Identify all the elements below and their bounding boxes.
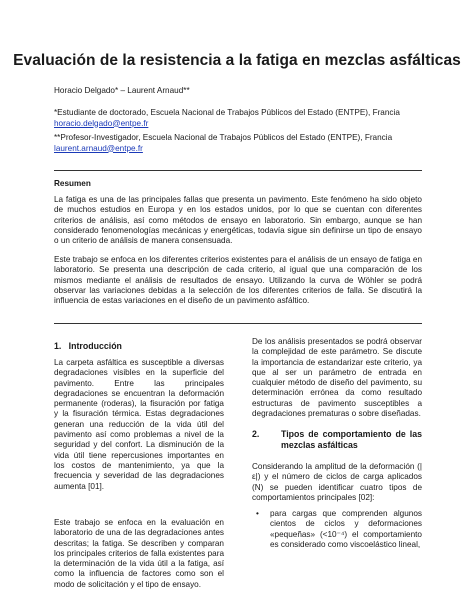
section-2-title-line-2: mezclas asfálticas bbox=[281, 440, 358, 450]
affiliation-2-email-link[interactable]: laurent.arnaud@entpe.fr bbox=[54, 143, 143, 153]
section-2-heading bbox=[252, 429, 422, 451]
section-1-heading: 1. Introducción bbox=[54, 341, 122, 351]
abstract-top-divider bbox=[54, 170, 422, 171]
section-2-title-line-1: Tipos de comportamiento de las bbox=[281, 429, 422, 439]
behavior-list-item-1-text: para cargas que comprenden algunos cientos de ciclos y deformaciones «pequeñas» (<10⁻⁴) el comportamiento es considerado como viscoelástico lineal, bbox=[270, 509, 422, 549]
abstract-paragraph-2: Este trabajo se enfoca en los diferentes criterios existentes para el análisis de un ensayo de fatiga en laboratorio. Se presenta una descripción de cada criterio, al igual que una comparación de los mismos mediante el análisis de resultados de ensayo. Utilizando la curva de Wöhler se podrá observar las variaciones debidas a la selección de los diferentes criterios de falla. Se discutirá la influencia de estas variaciones en el diseño de un pavimento asfáltico. bbox=[54, 255, 422, 306]
paper-title: Evaluación de la resistencia a la fatiga en mezclas asfálticas bbox=[13, 52, 461, 69]
behavior-list-item-1 bbox=[256, 509, 422, 550]
section-2-number: 2. bbox=[252, 429, 260, 439]
bullet-icon: • bbox=[256, 509, 259, 518]
abstract-bottom-divider bbox=[54, 323, 422, 324]
right-column-paragraph-1: De los análisis presentados se podrá observar la complejidad de este parámetro. Se discute la importancia de estandarizar este criterio, ya que al ser un parámetro de entrada en cualquier método de diseño del pavimento, su determinación errónea da como resultado estructuras de pavimento susceptibles a degradaciones prematuras o sobre diseñadas. bbox=[252, 337, 422, 419]
affiliation-1-text: *Estudiante de doctorado, Escuela Nacional de Trabajos Públicos del Estado (ENTPE), Francia bbox=[54, 108, 400, 117]
affiliation-1-email-link[interactable]: horacio.delgado@entpe.fr bbox=[54, 118, 149, 128]
abstract-paragraph-1: La fatiga es una de las principales fallas que presenta un pavimento. Este fenómeno ha sido objeto de muchos estudios en Europa y en los estados unidos, por lo que se cuentan con diferentes criterios de análisis, así como métodos de ensayo en laboratorio. Sin embargo, aunque se han considerado fenomenologías mecánicas y energéticas, todavía sigue sin definirse un tipo de ensayo o un criterio de análisis de manera consensuada. bbox=[54, 195, 422, 246]
affiliation-2-text: **Profesor-Investigador, Escuela Nacional de Trabajos Públicos del Estado (ENTPE), Francia bbox=[54, 133, 393, 142]
section-2-paragraph-1: Considerando la amplitud de la deformación (|ε|) y el número de ciclos de carga aplicados (N) se pueden identificar cuatro tipos de comportamientos principales [02]: bbox=[252, 462, 422, 502]
section-1-paragraph-2: Este trabajo se enfoca en la evaluación en laboratorio de una de las degradaciones antes descritas; la fatiga. Se describen y comparan los principales criterios de falla existentes para la determinación de la vida útil a la fatiga, así como la influencia de factores como son el modo de solicitación y el tipo de ensayo. bbox=[54, 518, 224, 589]
abstract-heading: Resumen bbox=[54, 179, 91, 188]
affiliation-1 bbox=[54, 108, 400, 129]
section-1-paragraph-1: La carpeta asfáltica es susceptible a diversas degradaciones visibles en la superficie del pavimento. Entre las principales degradaciones se encuentran la deformación permanente (roderas), la fisuración por fatiga y la fisuración térmica. Estas degradaciones generan una reducción de la vida útil del pavimento así como problemas a nivel de la seguridad y del confort. La disminución de la vida útil tiene repercusiones importantes en los costos de mantenimiento, ya que la frecuencia y severidad de las degradaciones aumenta [01]. bbox=[54, 358, 224, 491]
affiliation-2 bbox=[54, 133, 392, 154]
authors: Horacio Delgado* – Laurent Arnaud** bbox=[54, 86, 190, 95]
